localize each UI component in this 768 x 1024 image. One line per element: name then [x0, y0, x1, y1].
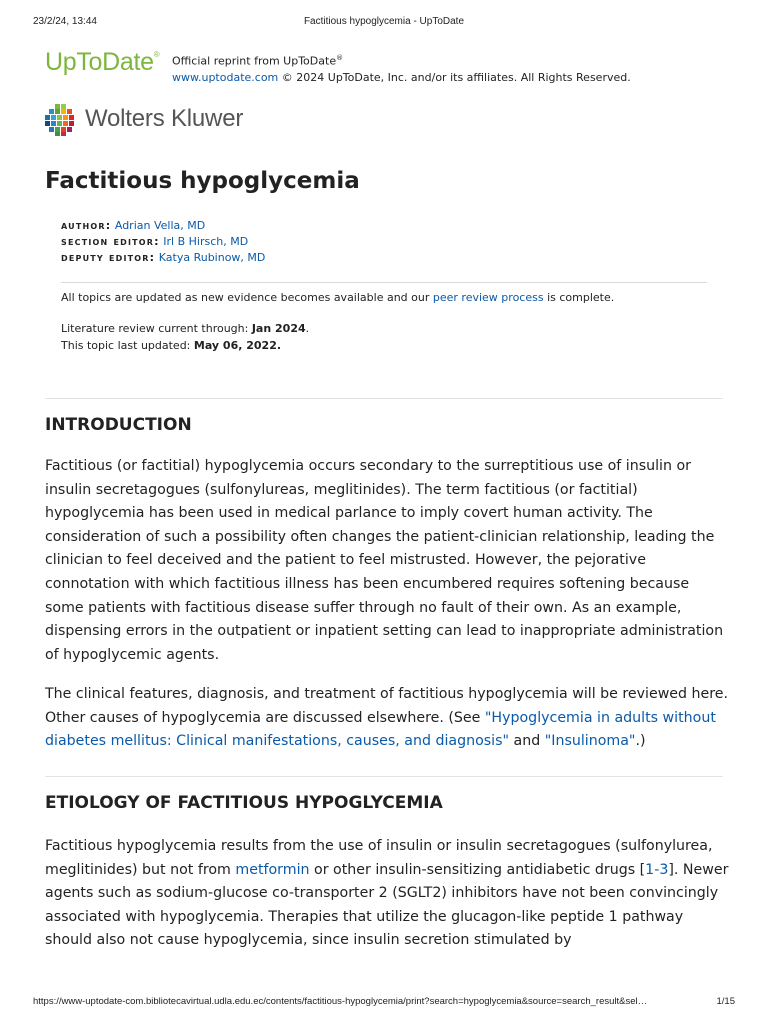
insulinoma-link[interactable]: "Insulinoma": [544, 733, 636, 750]
uptodate-site-link[interactable]: www.uptodate.com: [172, 70, 279, 84]
etiology-paragraph: Factitious hypoglycemia results from the use of insulin or insulin secretagogues (sulfonylurea, meglitinides) but not from metformin or other insulin-sensitizing antidiabetic drugs [1-3]. Newer agents such as sodium-glucose co-transporter 2 (SGLT2) inhibitors have not been convincingly associated with hypoglycemia. Therapies that utilize the glucagon-like peptide 1 pathway should also not cause hypoglycemia, since insulin secretion stimulated by: [45, 838, 729, 949]
print-page-title: Factitious hypoglycemia - UpToDate: [303, 16, 465, 27]
page-number: 1/15: [716, 996, 735, 1007]
author-role: author:: [61, 219, 112, 232]
wolters-kluwer-mark-icon: [45, 104, 77, 136]
introduction-heading: INTRODUCTION: [45, 415, 192, 435]
brand-row: [45, 48, 745, 88]
reference-link[interactable]: 1-3: [645, 861, 669, 878]
section-editor-link[interactable]: Irl B Hirsch, MD: [163, 235, 249, 248]
publisher-name: Wolters Kluwer: [85, 105, 244, 132]
uptodate-logo[interactable]: UpToDate®: [45, 48, 160, 76]
reprint-notice: Official reprint from UpToDate® www.uptodate.com © 2024 UpToDate, Inc. and/or its affiliates. All Rights Reserved.: [172, 54, 631, 84]
section-editor-row: [61, 234, 265, 250]
update-note: All topics are updated as new evidence becomes available and our peer review process is complete.: [61, 291, 615, 304]
print-header: [0, 16, 768, 30]
section-divider: [45, 398, 723, 399]
peer-review-link[interactable]: peer review process: [432, 291, 544, 304]
metformin-link[interactable]: metformin: [235, 861, 310, 878]
hypoglycemia-adults-link[interactable]: "Hypoglycemia in adults without diabetes mellitus: Clinical manifestations, causes, and diagnosis": [45, 709, 716, 750]
deputy-editor-link[interactable]: Katya Rubinow, MD: [158, 251, 266, 264]
literature-review-date: Literature review current through: Jan 2024.: [61, 322, 310, 335]
last-updated-date: This topic last updated: May 06, 2022.: [61, 339, 282, 352]
etiology-heading: ETIOLOGY OF FACTITIOUS HYPOGLYCEMIA: [45, 793, 443, 813]
reprint-line: Official reprint from UpToDate: [172, 54, 337, 68]
deputy-editor-role: deputy editor:: [61, 251, 156, 264]
review-dates: [61, 320, 309, 354]
copyright-text: © 2024 UpToDate, Inc. and/or its affiliates. All Rights Reserved.: [278, 70, 631, 84]
section-divider: [45, 776, 723, 777]
author-list: [61, 218, 265, 266]
print-footer: [0, 996, 768, 1010]
print-date: 23/2/24, 13:44: [33, 16, 97, 27]
deputy-editor-row: [61, 250, 265, 266]
author-link[interactable]: Adrian Vella, MD: [114, 219, 206, 232]
article-title: Factitious hypoglycemia: [45, 168, 360, 194]
divider: [61, 282, 707, 283]
introduction-paragraph-1: Factitious (or factitial) hypoglycemia occurs secondary to the surreptitious use of insulin or insulin secretagogues (sulfonylureas, meglitinides). The term factitious (or factitial) hypoglycemia has been used in medical parlance to imply covert human activity. The consideration of such a possibility often changes the patient-clinician relationship, leading the clinician to feel deceived and the patient to feel mistrusted. However, the pejorative connotation with which factitious illness has been encumbered requires softening because some patients with factitious disease suffer through no fault of their own. As an example, dispensing errors in the outpatient or inpatient setting can lead to inappropriate administration of hypoglycemic agents.: [45, 458, 724, 663]
author-row: [61, 218, 265, 234]
introduction-paragraph-2: The clinical features, diagnosis, and treatment of factitious hypoglycemia will be reviewed here. Other causes of hypoglycemia are discussed elsewhere. (See "Hypoglycemia in adults without diabetes mellitus: Clinical manifestations, causes, and diagnosis" and "Insulinoma".): [45, 686, 729, 750]
section-editor-role: section editor:: [61, 235, 160, 248]
print-url: https://www-uptodate-com.bibliotecavirtual.udla.edu.ec/contents/factitious-hypoglycemia/print?search=hypoglycemia&source=search_result&sel…: [33, 996, 648, 1007]
wolters-kluwer-logo: [45, 102, 305, 136]
